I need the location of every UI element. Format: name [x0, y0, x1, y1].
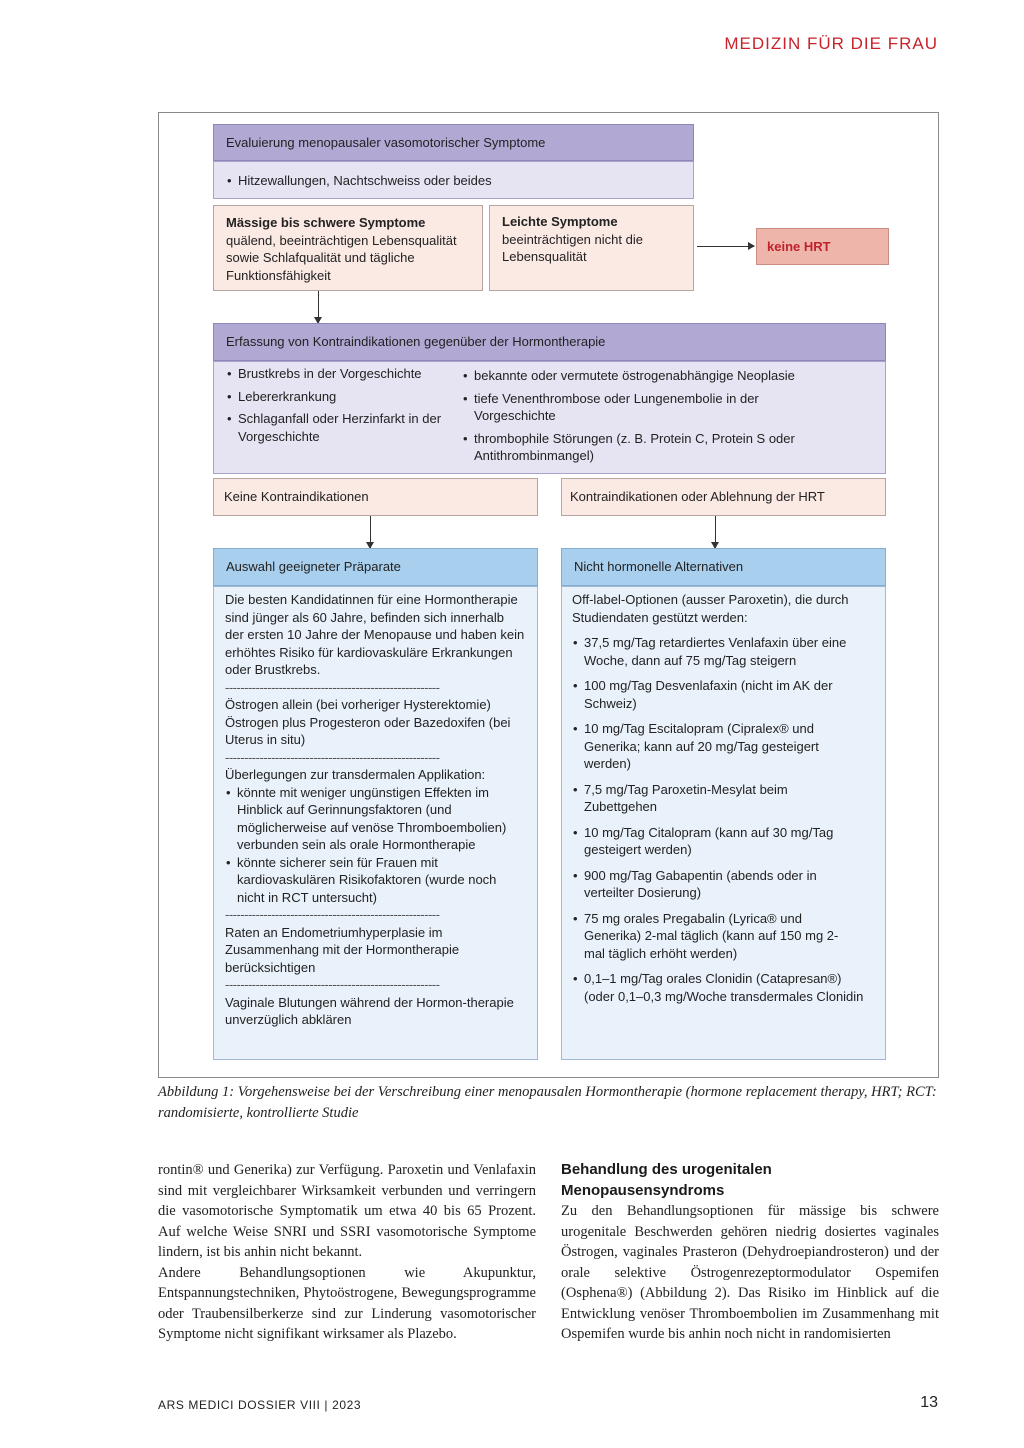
alternative-item: • 10 mg/Tag Escitalopram (Cipralex® und Generika; kann auf 20 mg/Tag gesteigert werden) — [572, 720, 852, 773]
alternative-item: • 75 mg orales Pregabalin (Lyrica® und Generika) 2-mal täglich (kann auf 150 mg 2-mal täglich erhöht werden) — [572, 910, 852, 963]
contra-or-refusal-label: Kontraindikationen oder Ablehnung der HRT — [570, 489, 825, 505]
body-left-column — [158, 1160, 536, 1345]
transdermal-list — [225, 784, 526, 907]
no-contraindications-box — [213, 478, 538, 516]
evaluation-body — [213, 161, 694, 199]
severe-symptoms-box — [213, 205, 483, 291]
divider: -------------------------------------------------------- — [225, 679, 440, 695]
preparations-candidates: Die besten Kandidatinnen für eine Hormontherapie sind jünger als 60 Jahre, befinden sich innerhalb der ersten 10 Jahre der Menopause und haben kein erhöhtes Risiko für kardiovaskuläre Erkrankungen oder Brustkrebs. — [225, 592, 525, 677]
no-hrt-box — [756, 228, 889, 265]
preparations-title: Auswahl geeigneter Präparate — [226, 559, 401, 575]
alternatives-title: Nicht hormonelle Alternativen — [574, 559, 744, 575]
estrogen-plus: Östrogen plus Progesteron oder Bazedoxifen (bei Uterus in situ) — [225, 714, 511, 747]
alternative-item: • 37,5 mg/Tag retardiertes Venlafaxin über eine Woche, dann auf 75 mg/Tag steigern — [572, 634, 875, 669]
mild-symptoms-text: beeinträchtigen nicht die Lebensqualität — [502, 231, 643, 264]
transdermal-item: • könnte sicherer sein für Frauen mit kardiovaskulären Risikofaktoren (wurde noch nicht in RCT untersucht) — [225, 854, 526, 907]
preparations-header — [213, 548, 538, 586]
alternatives-list — [572, 634, 875, 1005]
estrogen-alone: Östrogen allein (bei vorheriger Hysterektomie) — [225, 697, 491, 712]
evaluation-title: Evaluierung menopausaler vasomotorischer Symptome — [226, 134, 546, 150]
arrow-to-alternatives — [715, 516, 716, 548]
alternative-item: • 7,5 mg/Tag Paroxetin-Mesylat beim Zubettgehen — [572, 781, 822, 816]
alternative-item: • 900 mg/Tag Gabapentin (abends oder in verteilter Dosierung) — [572, 867, 842, 902]
journal-footer: ARS MEDICI DOSSIER VIII | 2023 — [158, 1398, 362, 1412]
divider: -------------------------------------------------------- — [225, 749, 440, 765]
bleeding-note: Vaginale Blutungen während der Hormon-therapie unverzüglich abklären — [225, 994, 514, 1027]
contraindication-item: • Lebererkrankung — [226, 388, 444, 406]
contraindication-item: • Schlaganfall oder Herzinfarkt in der Vorgeschichte — [226, 410, 444, 445]
contraindications-left-list — [226, 365, 444, 445]
mild-symptoms-title: Leichte Symptome — [502, 214, 618, 229]
evaluation-item: • Hitzewallungen, Nachtschweiss oder beides — [226, 172, 681, 190]
preparations-body — [213, 586, 538, 1060]
section-heading: Behandlung des urogenitalen Menopausensyndroms — [561, 1161, 772, 1199]
arrow-to-preparations — [370, 516, 371, 548]
mild-symptoms-box — [489, 205, 694, 291]
contraindications-body — [213, 361, 886, 474]
contraindication-item: • tiefe Venenthrombose oder Lungenembolie in der Vorgeschichte — [462, 390, 802, 425]
no-hrt-label: keine HRT — [767, 238, 831, 254]
no-contraindications-label: Keine Kontraindikationen — [224, 489, 369, 505]
contraindications-title: Erfassung von Kontraindikationen gegenüber der Hormontherapie — [226, 334, 606, 350]
transdermal-title: Überlegungen zur transdermalen Applikation: — [225, 767, 486, 782]
body-paragraph: rontin® und Generika) zur Verfügung. Paroxetin und Venlafaxin sind mit vergleichbarer Wirksamkeit verbunden und verringern die vasomotorische Symptomatik um etwa 40 bis 65 Prozent. Auf welche Weise SNRI und SSRI vasomotorische Symptome lindern, ist bis anhin nicht bekannt. — [158, 1162, 536, 1260]
section-title: MEDIZIN FÜR DIE FRAU — [724, 34, 938, 53]
divider: -------------------------------------------------------- — [225, 977, 440, 992]
divider: -------------------------------------------------------- — [225, 907, 440, 922]
severe-symptoms-title: Mässige bis schwere Symptome — [226, 215, 426, 230]
arrow-severe-to-contra — [318, 291, 319, 323]
alternative-item: • 0,1–1 mg/Tag orales Clonidin (Catapresan®) (oder 0,1–0,3 mg/Woche transdermales Clonidin — [572, 970, 872, 1005]
figure-caption: Abbildung 1: Vorgehensweise bei der Verschreibung einer menopausalen Hormontherapie (hormone replacement therapy, HRT; RCT: randomisierte, kontrollierte Studie — [158, 1084, 937, 1121]
severe-symptoms-text: quälend, beeinträchtigen Lebensqualität sowie Schlafqualität und tägliche Funktionsfähigkeit — [226, 232, 457, 283]
evaluation-header — [213, 124, 694, 161]
body-paragraph: Andere Behandlungsoptionen wie Akupunktur, Entspannungstechniken, Phytoöstrogene, Bewegungsprogramme oder Traubensilberkerze sind zur Linderung vasomotorischer Symptome nicht signifikant wirksamer als Plazebo. — [158, 1264, 536, 1342]
body-right-column — [561, 1160, 939, 1345]
alternatives-body — [561, 586, 886, 1060]
contraindication-item: • Brustkrebs in der Vorgeschichte — [226, 365, 444, 383]
contraindication-item: • thrombophile Störungen (z. B. Protein C, Protein S oder Antithrombinmangel) — [462, 430, 872, 465]
contraindications-right-list — [462, 367, 872, 465]
alternatives-header — [561, 548, 886, 586]
transdermal-item: • könnte mit weniger ungünstigen Effekten im Hinblick auf Gerinnungsfaktoren (und möglicherweise auf venöse Thromboembolien) verbunden sein als orale Hormontherapie — [225, 784, 526, 854]
arrow-to-no-hrt — [697, 246, 754, 247]
alternatives-intro: Off-label-Optionen (ausser Paroxetin), die durch Studiendaten gestützt werden: — [572, 592, 849, 625]
contraindication-item: • bekannte oder vermutete östrogenabhängige Neoplasie — [462, 367, 872, 385]
contraindications-header — [213, 323, 886, 361]
body-paragraph: Zu den Behandlungsoptionen für mässige bis schwere urogenitale Beschwerden gehören niedrig dosiertes vaginales Östrogen, vaginales Prasteron (Dehydroepiandrosteron) und der orale selektive Östrogenrezeptormodulator Ospemifen (Osphena®) (Abbildung 2). Das Risiko im Hinblick auf die Entwicklung venöser Thromboembolien im Zusammenhang mit Ospemifen wurde bis anhin noch nicht in randomisierten — [561, 1203, 939, 1342]
contra-or-refusal-box — [561, 478, 886, 516]
page-number: 13 — [920, 1394, 938, 1411]
endometrium-note: Raten an Endometriumhyperplasie im Zusammenhang mit der Hormontherapie berücksichtigen — [225, 924, 460, 975]
alternative-item: • 100 mg/Tag Desvenlafaxin (nicht im AK der Schweiz) — [572, 677, 842, 712]
alternative-item: • 10 mg/Tag Citalopram (kann auf 30 mg/Tag gesteigert werden) — [572, 824, 862, 859]
